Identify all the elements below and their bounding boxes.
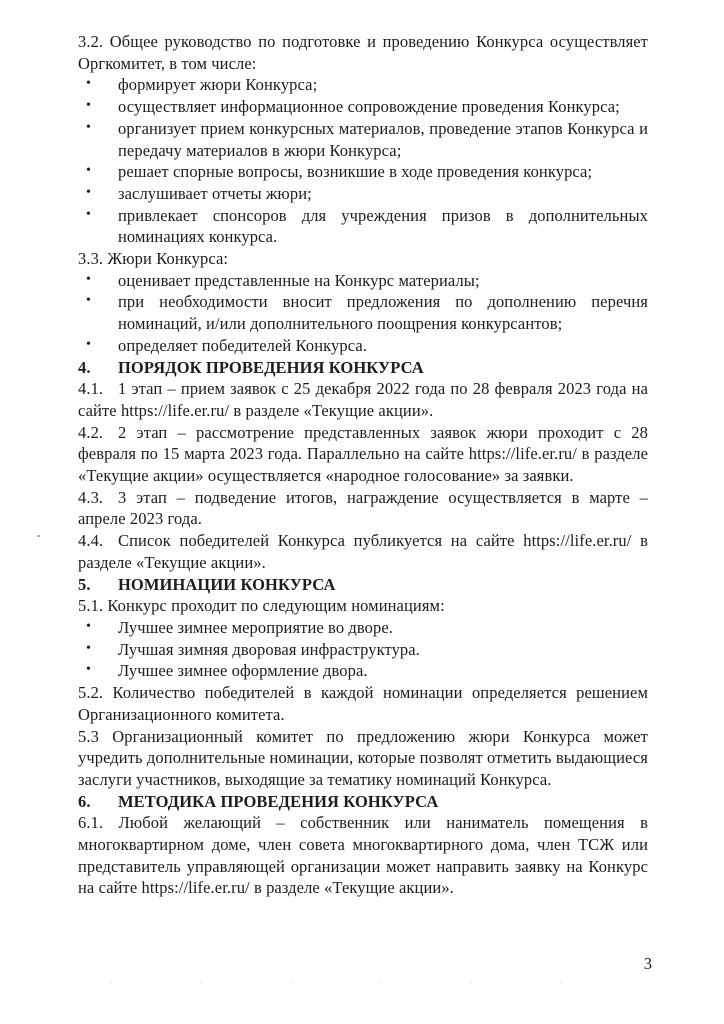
paragraph-3-3: 3.3. Жюри Конкурса: [78, 249, 229, 269]
bullet-icon: • [86, 336, 92, 352]
item-number: 4.4. [78, 531, 104, 551]
bullet-icon: • [86, 98, 92, 114]
list-item-text: формирует жюри Конкурса; [118, 75, 318, 95]
list-item [78, 270, 648, 292]
bullet-icon: • [86, 76, 92, 92]
list-item-text: оценивает представленные на Конкурс материалы; [118, 270, 480, 290]
list-item-text: организует прием конкурсных материалов, проведение этапов Конкурса и передачу материалов в жюри Конкурса; [118, 118, 648, 160]
document-body [78, 31, 648, 899]
bullet-list-nominations [78, 617, 648, 682]
item-number: 4.1. [78, 379, 104, 399]
item-text: Список победителей Конкурса публикуется на сайте https://life.er.ru/ в разделе «Текущие акции». [78, 531, 648, 572]
bullet-icon: • [86, 271, 92, 287]
list-item [78, 118, 648, 161]
list-item-text: привлекает спонсоров для учреждения призов в дополнительных номинациях конкурса. [118, 205, 648, 247]
paragraph-5-1: 5.1. Конкурс проходит по следующим номинациям: [78, 596, 445, 616]
paragraph-5-3: 5.3 Организационный комитет по предложению жюри Конкурса может учредить дополнительные номинации, которые позволят отметить выдающиеся заслуги участников, выходящие за тематику номинаций Конкурса. [78, 726, 648, 789]
list-item-text: при необходимости вносит предложения по дополнению перечня номинаций, и/или дополнительного поощрения конкурсантов; [118, 292, 648, 334]
page-number: 3 [643, 954, 652, 973]
section-number: 4. [78, 357, 91, 377]
bullet-list-jury [78, 270, 648, 357]
paragraph-4-2 [78, 422, 648, 487]
bullet-icon: • [86, 293, 92, 309]
item-text: 1 этап – прием заявок с 25 декабря 2022 года по 28 февраля 2023 года на сайте https://life.er.ru/ в разделе «Текущие акции». [78, 379, 648, 420]
list-item-text: Лучшее зимнее мероприятие во дворе. [118, 617, 394, 637]
list-item [78, 74, 648, 96]
item-number: 4.2. [78, 422, 104, 442]
bullet-icon: • [86, 206, 92, 222]
list-item [78, 617, 648, 639]
bullet-icon: • [86, 662, 92, 678]
scan-noise-artifact [110, 982, 610, 983]
item-text: 2 этап – рассмотрение представленных заявок жюри проходит с 28 февраля по 15 марта 2023 года. Параллельно на сайте https://life.er.ru/ в разделе «Текущие акции» осуществляется «народное голосование» за заявки. [78, 422, 648, 486]
paragraph-3-2: 3.2. Общее руководство по подготовке и проведению Конкурса осуществляет Оргкомитет, в том числе: [78, 32, 648, 73]
list-item [78, 335, 648, 357]
list-item-text: осуществляет информационное сопровождение проведения Конкурса; [118, 97, 620, 117]
list-item-text: решает спорные вопросы, возникшие в ходе проведения конкурса; [118, 162, 593, 182]
section-heading-6 [78, 791, 648, 813]
list-item-text: определяет победителей Конкурса. [118, 335, 367, 355]
list-item [78, 639, 648, 661]
section-number: 6. [78, 791, 91, 811]
section-title: НОМИНАЦИИ КОНКУРСА [118, 574, 336, 594]
paragraph-4-1 [78, 378, 648, 421]
item-text: 3 этап – подведение итогов, награждение осуществляется в марте – апреле 2023 года. [78, 487, 648, 529]
section-title: МЕТОДИКА ПРОВЕДЕНИЯ КОНКУРСА [118, 791, 439, 811]
scan-speck-artifact [37, 535, 40, 537]
section-number: 5. [78, 574, 91, 594]
bullet-icon: • [86, 618, 92, 634]
paragraph-4-3 [78, 487, 648, 530]
list-item [78, 161, 648, 183]
list-item [78, 205, 648, 248]
section-title: ПОРЯДОК ПРОВЕДЕНИЯ КОНКУРСА [118, 357, 424, 377]
item-number: 4.3. [78, 487, 104, 507]
list-item-text: Лучшая зимняя дворовая инфраструктура. [118, 639, 420, 659]
section-heading-4 [78, 357, 648, 379]
bullet-icon: • [86, 163, 92, 179]
paragraph-5-2: 5.2. Количество победителей в каждой номинации определяется решением Организационного комитета. [78, 683, 648, 724]
bullet-icon: • [86, 184, 92, 200]
list-item [78, 183, 648, 205]
list-item [78, 660, 648, 682]
bullet-icon: • [86, 640, 92, 656]
list-item [78, 96, 648, 118]
bullet-icon: • [86, 119, 92, 135]
list-item-text: Лучшее зимнее оформление двора. [118, 661, 368, 681]
bullet-list-orgcommittee [78, 74, 648, 248]
list-item [78, 291, 648, 334]
list-item-text: заслушивает отчеты жюри; [118, 183, 312, 203]
paragraph-4-4 [78, 530, 648, 573]
paragraph-6-1: 6.1. Любой желающий – собственник или наниматель помещения в многоквартирном доме, член совета многоквартирного дома, член ТСЖ или представитель управляющей организации может направить заявку на Конкурс на сайте https://life.er.ru/ в разделе «Текущие акции». [78, 813, 648, 898]
section-heading-5 [78, 574, 648, 596]
